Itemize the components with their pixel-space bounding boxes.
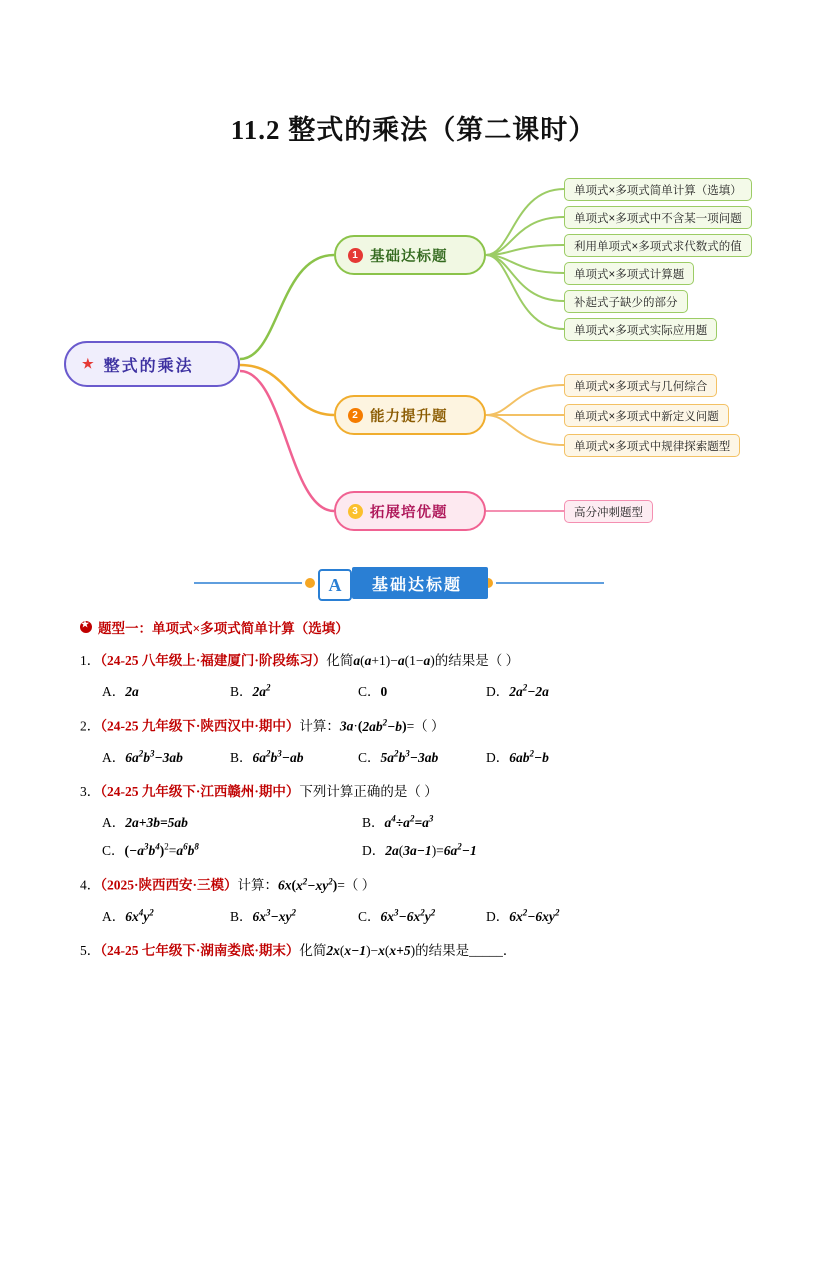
- badge-1: 1: [348, 248, 363, 263]
- question-source: （24-25 八年级上·福建厦门·阶段练习）: [100, 653, 327, 668]
- question-stem-pre: 下列计算正确的是（ ）: [299, 784, 438, 799]
- questions-content: [64, 617, 763, 961]
- question-stem-pre: 计算：: [237, 877, 279, 893]
- question-stem-pre: 化简: [299, 943, 327, 958]
- mindmap-leaf: 利用单项式×多项式求代数式的值: [564, 234, 752, 257]
- option-d: D．$2a^2-2a$: [486, 682, 549, 700]
- mindmap-root: [64, 341, 240, 387]
- options-row: [80, 905, 753, 925]
- mindmap-branch-3: [334, 491, 486, 531]
- option-d: D．$6ab^2-b$: [486, 748, 549, 765]
- star-bullet-icon: [80, 621, 92, 633]
- option-b: B．$2a^2$: [230, 682, 271, 700]
- question-item: 2．（24-25 九年级下·陕西汉中·期中）计算：$3a\cdot(2ab^2-b)=$（ ）: [80, 717, 445, 734]
- option-b: B．$a^4\div a^2=a^3$: [362, 813, 434, 831]
- question-source: （2025·陕西西安·三模）: [100, 877, 238, 893]
- mindmap-branch-2-label: 能力提升题: [370, 408, 448, 425]
- question-number: 1．: [80, 653, 101, 668]
- mindmap-leaf: 单项式×多项式中规律探索题型: [564, 434, 740, 457]
- mindmap-leaf: 单项式×多项式简单计算（选填）: [564, 178, 752, 201]
- mindmap-leaf: 补起式子缺少的部分: [564, 290, 688, 313]
- banner-label: 基础达标题: [352, 567, 488, 599]
- option-c: C．$5a^2b^3-3ab$: [358, 748, 439, 765]
- question-item: 4．（2025·陕西西安·三模）计算：$6x(x^2-xy^2)=$（ ）: [80, 876, 376, 893]
- options-row: [80, 746, 753, 766]
- banner-letter: A: [318, 569, 352, 601]
- mindmap-branch-1: [334, 235, 486, 275]
- mindmap: [64, 173, 764, 553]
- mindmap-root-label: 整式的乘法: [103, 357, 194, 375]
- question-source: （24-25 九年级下·江西赣州·期中）: [100, 784, 300, 799]
- mindmap-leaf: 单项式×多项式与几何综合: [564, 374, 717, 397]
- options-row: [80, 680, 753, 700]
- badge-2: 2: [348, 408, 363, 423]
- question-number: 2．: [80, 718, 101, 734]
- mindmap-leaf: 单项式×多项式实际应用题: [564, 318, 717, 341]
- section-banner: [64, 563, 764, 603]
- options-row: [80, 811, 753, 831]
- page-title: 11.2 整式的乘法（第二课时）: [230, 115, 597, 145]
- badge-3: 3: [348, 504, 363, 519]
- question-item: 5．（24-25 七年级下·湖南娄底·期末）化简2x(x−1)−x(x+5)的结果是_____．: [80, 943, 517, 958]
- mindmap-branch-3-label: 拓展培优题: [370, 504, 448, 521]
- question-stem-pre: 计算：: [299, 718, 340, 734]
- options-row: [80, 839, 753, 859]
- option-a: A．$6x^4y^2$: [102, 907, 154, 924]
- option-b: B．$6x^3-xy^2$: [230, 907, 296, 924]
- option-c: C．$6x^3-6x^2y^2$: [358, 907, 436, 924]
- question-number: 3．: [80, 784, 101, 799]
- question-stem-pre: 化简: [326, 653, 354, 668]
- option-d: D．$6x^2-6xy^2$: [486, 907, 560, 924]
- mindmap-branch-2: [334, 395, 486, 435]
- question-number: 4．: [80, 877, 101, 893]
- question-source: （24-25 七年级下·湖南娄底·期末）: [100, 943, 300, 958]
- option-a: A．2a+3b=5ab: [102, 815, 188, 831]
- question-stem-post: 的结果是（ ）: [434, 653, 520, 668]
- question-item: 1．（24-25 八年级上·福建厦门·阶段练习）化简a(a+1)−a(1−a)的结果是（ ）: [80, 653, 520, 668]
- mindmap-branch-1-label: 基础达标题: [370, 248, 448, 265]
- star-icon: ★: [82, 356, 96, 371]
- option-b: B．$6a^2b^3-ab$: [230, 748, 304, 765]
- mindmap-leaf: 单项式×多项式中新定义问题: [564, 404, 729, 427]
- question-type-heading: [80, 617, 753, 637]
- question-item: [80, 782, 753, 802]
- question-stem-post: 的结果是_____．: [415, 943, 517, 958]
- option-a: A．$6a^2b^3-3ab$: [102, 748, 183, 765]
- option-c: C．$(-a^3b^4)^2=a^6b^8$: [102, 841, 199, 859]
- mindmap-leaf: 单项式×多项式计算题: [564, 262, 694, 285]
- option-c: C．0: [358, 684, 388, 700]
- question-source: （24-25 九年级下·陕西汉中·期中）: [100, 718, 300, 734]
- document-page: [0, 108, 827, 1277]
- mindmap-leaf: 高分冲刺题型: [564, 500, 653, 523]
- option-a: A．2a: [102, 684, 139, 700]
- question-number: 5．: [80, 943, 101, 958]
- question-type-label: 题型一：单项式×多项式简单计算（选填）: [98, 621, 349, 636]
- mindmap-leaf: 单项式×多项式中不含某一项问题: [564, 206, 752, 229]
- option-d: D．$2a(3a-1)=6a^2-1$: [362, 841, 477, 859]
